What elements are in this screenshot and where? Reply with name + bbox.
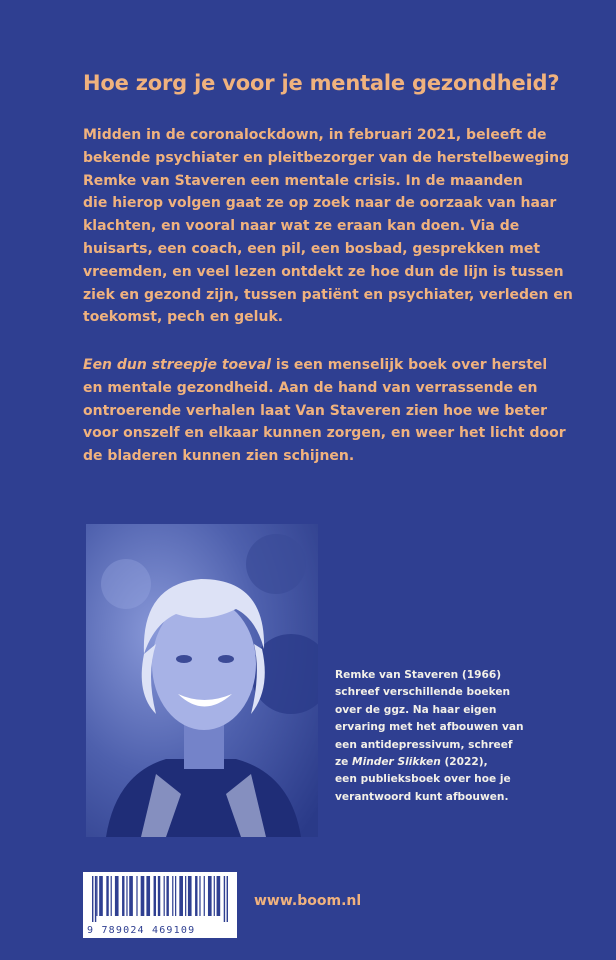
author-bio	[335, 667, 595, 806]
blurb-line: ziek en gezond zijn, tussen patiënt en psychiater, verleden en	[83, 286, 573, 303]
blurb-line: die hierop volgen gaat ze op zoek naar de oorzaak van haar	[83, 195, 557, 212]
barcode-bar	[199, 876, 200, 916]
author-portrait-illustration	[86, 524, 318, 837]
bio-line-suffix: (2022),	[440, 756, 488, 769]
blurb-line: Remke van Staveren een mentale crisis. In de maanden	[83, 172, 523, 189]
barcode-bar	[99, 876, 103, 916]
bio-line	[335, 754, 595, 771]
blurb-line: ontroerende verhalen laat Van Staveren zien hoe we beter	[83, 402, 547, 419]
isbn-barcode	[83, 872, 237, 938]
barcode-bar	[188, 876, 192, 916]
isbn-number: 9 789024 469109	[87, 925, 196, 936]
bio-line: over de ggz. Na haar eigen	[335, 703, 497, 716]
barcode-bar	[185, 876, 186, 916]
book-title-italic: Een dun streepje toeval	[83, 357, 272, 373]
barcode-bar	[172, 876, 173, 916]
barcode-bar	[111, 876, 112, 916]
barcode-bar	[214, 876, 215, 916]
barcode-bar	[217, 876, 221, 916]
barcode-bar	[141, 876, 145, 916]
barcode-bar	[136, 876, 137, 916]
bio-line: ervaring met het afbouwen van	[335, 721, 524, 734]
barcode-bars	[92, 876, 228, 922]
barcode-bar	[227, 876, 228, 922]
barcode-bar	[96, 876, 97, 916]
barcode-bar	[154, 876, 156, 916]
barcode-bar	[122, 876, 124, 916]
barcode-bar	[175, 876, 176, 916]
back-cover-headline: Hoe zorg je voor je mentale gezondheid?	[83, 71, 560, 95]
bio-line: een antidepressivum, schreef	[335, 738, 513, 751]
barcode-bar	[204, 876, 205, 916]
barcode-bar	[166, 876, 168, 916]
blurb-line	[83, 354, 583, 377]
blurb-line: klachten, en vooral naar wat ze eraan kan doen. Via de	[83, 218, 520, 235]
author-photo	[86, 524, 318, 837]
blurb-line: de bladeren kunnen zien schijnen.	[83, 448, 355, 465]
barcode-bar	[208, 876, 212, 916]
barcode-bar	[92, 876, 93, 922]
barcode-bar	[195, 876, 197, 916]
blurb-line: en mentale gezondheid. Aan de hand van verrassende en	[83, 379, 538, 396]
barcode-bar	[115, 876, 119, 916]
blurb-line: vreemden, en veel lezen ontdekt ze hoe dun de lijn is tussen	[83, 263, 564, 280]
barcode-bar	[164, 876, 165, 916]
blurb-paragraph-2	[83, 354, 583, 468]
barcode-bar	[179, 876, 183, 916]
barcode-bar	[146, 876, 150, 916]
barcode-bar	[126, 876, 127, 916]
bio-line: Remke van Staveren (1966)	[335, 669, 502, 681]
barcode-bar	[95, 876, 96, 922]
bio-line-prefix: ze	[335, 756, 353, 769]
barcode-bar	[224, 876, 225, 922]
bio-line: een publieksboek over hoe je	[335, 773, 511, 786]
barcode-bar	[129, 876, 133, 916]
blurb-line: huisarts, een coach, een pil, een bosbad, gesprekken met	[83, 240, 541, 257]
bio-line: schreef verschillende boeken	[335, 686, 511, 699]
bio-line: verantwoord kunt afbouwen.	[335, 790, 509, 803]
blurb-paragraph-1	[83, 124, 583, 329]
blurb-line-rest: is een menselijk boek over herstel	[271, 357, 548, 373]
other-book-title-italic: Minder Slikken	[352, 756, 441, 769]
barcode-bar	[106, 876, 108, 916]
blurb-line: bekende psychiater en pleitbezorger van de herstelbeweging	[83, 149, 570, 166]
barcode-bar	[158, 876, 160, 916]
publisher-website: www.boom.nl	[254, 893, 362, 909]
blurb-line: Midden in de coronalockdown, in februari 2021, beleeft de	[83, 127, 547, 143]
blurb-line: toekomst, pech en geluk.	[83, 309, 284, 326]
blurb-line: voor onszelf en elkaar kunnen zorgen, en weer het licht door	[83, 425, 566, 442]
